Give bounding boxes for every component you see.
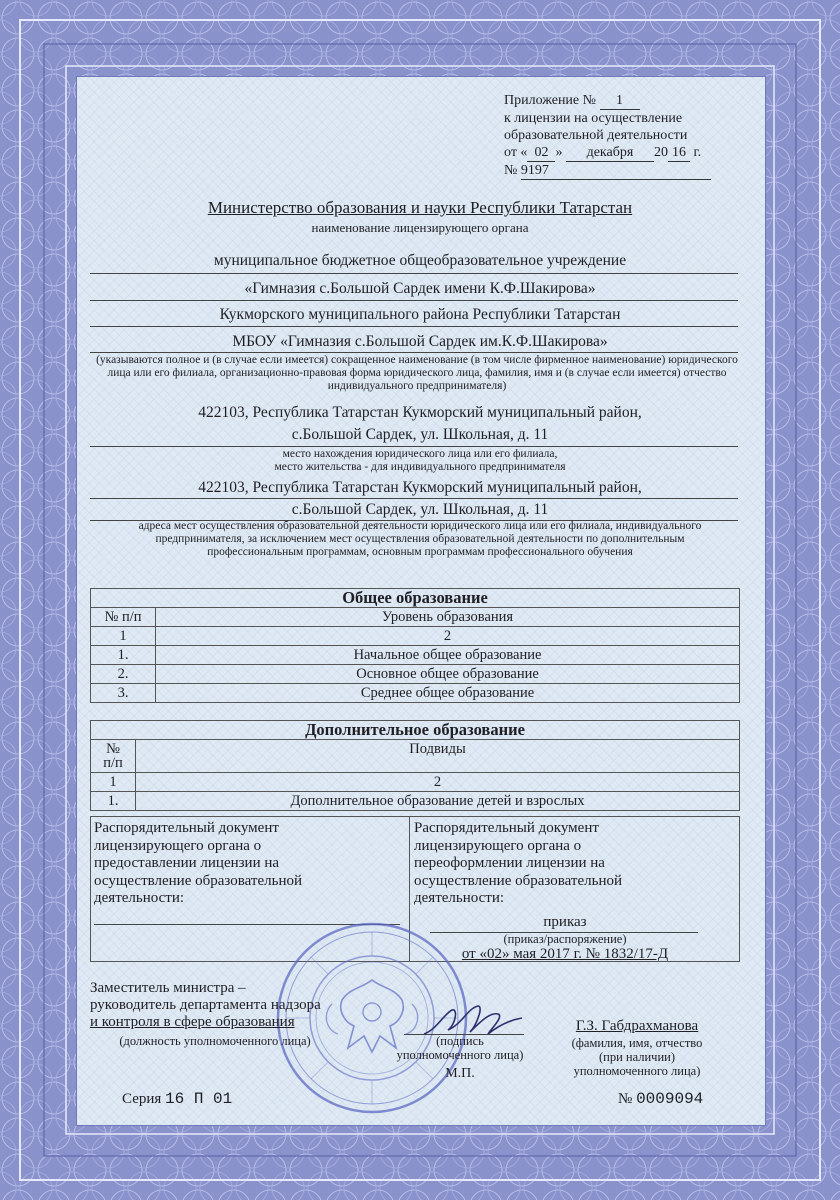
col-subtypes-header: Подвиды [136,740,740,773]
address-caption1: место нахождения юридического лица или его филиала, [282,448,558,460]
appendix-number: 1 [600,92,640,110]
activity-caption: адреса мест осуществления образовательной деятельности юридического лица или его филиала, индивидуального предпринимателя, за исключением мест осуществления образовательной деятельности по дополнительным профессиональным программам, основным программам профессионального обучения [138,520,702,558]
date-day: 02 [527,144,555,162]
position-line3: и контроля в сфере образования [90,1014,295,1030]
order-date: от «02» мая 2017 г. № 1832/17-Д [461,946,669,962]
row-level: Среднее общее образование [156,684,740,703]
org-rule3 [90,326,738,327]
appendix-date [504,144,734,162]
address-caption2: место жительства - для индивидуального предпринимателя [274,461,566,473]
name-caption3: уполномоченного лица) [573,1064,701,1078]
address-line2: с.Большой Сардек, ул. Школьная, д. 11 [291,426,549,443]
order-caption: (приказ/распоряжение) [503,932,627,946]
org-rule1 [90,273,738,274]
grant-document-text: Распорядительный документ лицензирующего органа о предоставлении лицензии на осуществление образовательной деятельности: [94,820,302,906]
org-rule4 [90,352,738,353]
date-mid: » [555,145,563,160]
row-number: 2. [91,665,156,684]
additional-education-table [90,720,740,811]
index-cell: 2 [156,627,740,646]
general-education-title: Общее образование [91,589,740,608]
activity-rule1 [90,498,738,499]
date-year-prefix: 20 [653,145,668,160]
series-label: Серия [122,1091,162,1107]
col-number-header: № п/п [91,608,156,627]
org-line4: МБОУ «Гимназия с.Большой Сардек им.К.Ф.Шакирова» [232,333,608,350]
table-row [91,684,740,703]
org-caption: (указываются полное и (в случае если имеется) сокращенное наименование (в том числе фирменное наименование) юридического лица или его филиала, организационно-правовая форма юридического лица, фамилия, имя и (в случае если имеется) отчество индивидуального предпринимателя) [96,354,738,392]
appendix-block [504,92,734,180]
row-number: 1. [91,792,136,811]
col-number-header [91,740,136,773]
index-cell: 1 [91,627,156,646]
col-number-a: № [106,741,120,757]
date-month: декабря [566,144,654,162]
org-rule2 [90,300,738,301]
row-level: Основное общее образование [156,665,740,684]
sign-caption2: уполномоченного лица) [396,1048,524,1062]
series-value: 16 П 01 [165,1090,233,1108]
form-number-label: № [618,1091,633,1107]
sign-caption1: (подпись [436,1034,484,1048]
date-year: 16 [668,144,690,162]
ministry-name: Министерство образования и науки Республики Татарстан [207,198,633,217]
index-cell: 1 [91,773,136,792]
row-level: Начальное общее образование [156,646,740,665]
row-subtype: Дополнительное образование детей и взрослых [136,792,740,811]
name-caption [550,1036,724,1078]
appendix-line3: образовательной деятельности [504,128,688,143]
number-value: 9197 [521,162,711,180]
position-caption: (должность уполномоченного лица) [119,1034,311,1048]
name-caption2: (при наличии) [598,1050,676,1064]
position-line2: руководитель департамента надзора [90,997,321,1013]
form-number [618,1090,703,1108]
signer-position [90,980,390,1031]
stamp-place: М.П. [445,1066,475,1081]
row-number: 1. [91,646,156,665]
row-number: 3. [91,684,156,703]
col-level-header: Уровень образования [156,608,740,627]
col-number-b: п/п [103,755,123,771]
appendix-label: Приложение № [504,93,596,108]
general-education-table [90,588,740,703]
additional-education-title: Дополнительное образование [91,721,740,740]
date-prefix: от « [504,145,528,160]
table-row [91,792,740,811]
org-line3: Кукморского муниципального района Республики Татарстан [219,306,621,323]
series [122,1090,232,1108]
order-type: приказ [543,914,587,930]
appendix-license-number [504,162,734,180]
appendix-line2: к лицензии на осуществление [504,111,683,126]
address-rule [90,446,738,447]
reissue-document-text: Распорядительный документ лицензирующего органа о переоформлении лицензии на осуществление образовательной деятельности: [414,820,622,906]
signer-name: Г.З. Габдрахманова [575,1018,699,1034]
table-row [91,646,740,665]
date-suffix: г. [693,145,702,160]
org-line1: муниципальное бюджетное общеобразовательное учреждение [213,252,627,269]
sign-caption [370,1034,550,1062]
position-line1: Заместитель министра – [90,980,246,996]
number-label: № [504,163,518,178]
org-line2: «Гимназия с.Большой Сардек имени К.Ф.Шакирова» [244,280,596,297]
ministry-caption: наименование лицензирующего органа [311,220,529,235]
table-row [91,665,740,684]
activity-address-line1: 422103, Республика Татарстан Кукморский муниципальный район, [198,479,642,496]
form-number-value: 0009094 [636,1090,704,1108]
name-caption1: (фамилия, имя, отчество [571,1036,703,1050]
activity-address-line2: с.Большой Сардек, ул. Школьная, д. 11 [291,501,549,518]
index-cell: 2 [136,773,740,792]
address-line1: 422103, Республика Татарстан Кукморский муниципальный район, [198,404,642,421]
